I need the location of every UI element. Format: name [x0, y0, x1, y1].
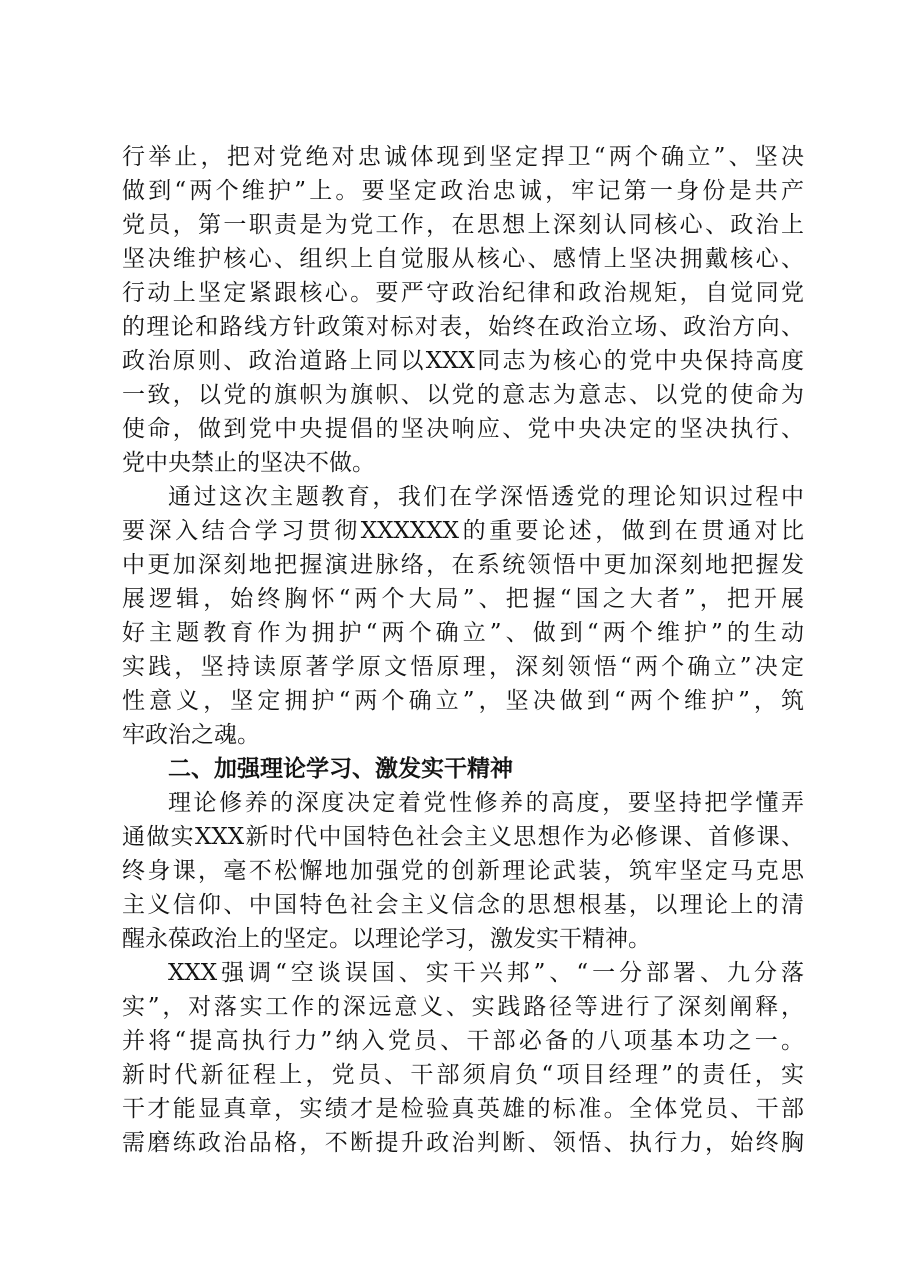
text-line: 使命，做到党中央提倡的坚决响应、党中央决定的坚决执行、 — [122, 416, 804, 442]
text-line: 新时代新征程上，党员、干部须肩负“项目经理”的责任，实 — [122, 1062, 804, 1088]
text-line: 通做实XXX新时代中国特色社会主义思想作为必修课、首修课、 — [122, 824, 804, 850]
text-line: XXX强调“空谈误国、实干兴邦”、“一分部署、九分落 — [168, 960, 804, 986]
text-line: 需磨练政治品格，不断提升政治判断、领悟、执行力，始终胸 — [122, 1130, 804, 1156]
text-line: 牢政治之魂。 — [122, 722, 260, 748]
text-line: 实”，对落实工作的深远意义、实践路径等进行了深刻阐释， — [122, 994, 804, 1020]
text-line: 醒永葆政治上的坚定。以理论学习，激发实干精神。 — [122, 926, 651, 952]
text-line: 性意义，坚定拥护“两个确立”，坚决做到“两个维护”，筑 — [122, 688, 804, 714]
text-line: 实践，坚持读原著学原文悟原理，深刻领悟“两个确立”决定 — [122, 654, 804, 680]
text-line: 行动上坚定紧跟核心。要严守政治纪律和政治规矩，自觉同党 — [122, 280, 804, 306]
text-line: 展逻辑，始终胸怀“两个大局”、把握“国之大者”，把开展 — [122, 586, 804, 612]
text-line: 通过这次主题教育，我们在学深悟透党的理论知识过程中 — [168, 484, 804, 510]
text-line: 做到“两个维护”上。要坚定政治忠诚，牢记第一身份是共产 — [122, 178, 804, 204]
text-line: 终身课，毫不松懈地加强党的创新理论武装，筑牢坚定马克思 — [122, 858, 804, 884]
text-line: 要深入结合学习贯彻XXXXXX的重要论述，做到在贯通对比 — [122, 518, 804, 544]
text-line: 坚决维护核心、组织上自觉服从核心、感情上坚决拥戴核心、 — [122, 246, 804, 272]
text-line: 一致，以党的旗帜为旗帜、以党的意志为意志、以党的使命为 — [122, 382, 804, 408]
text-line: 党中央禁止的坚决不做。 — [122, 450, 375, 476]
text-line: 理论修养的深度决定着党性修养的高度，要坚持把学懂弄 — [168, 790, 804, 816]
document-body — [122, 140, 804, 1160]
text-line: 干才能显真章，实绩才是检验真英雄的标准。全体党员、干部 — [122, 1096, 804, 1122]
text-line: 政治原则、政治道路上同以XXX同志为核心的党中央保持高度 — [122, 348, 804, 374]
text-line: 主义信仰、中国特色社会主义信念的思想根基，以理论上的清 — [122, 892, 804, 918]
text-line: 并将“提高执行力”纳入党员、干部必备的八项基本功之一。 — [122, 1028, 804, 1054]
text-line: 行举止，把对党绝对忠诚体现到坚定捍卫“两个确立”、坚决 — [122, 144, 804, 170]
text-line: 党员，第一职责是为党工作，在思想上深刻认同核心、政治上 — [122, 212, 804, 238]
section-heading: 二、加强理论学习、激发实干精神 — [168, 756, 513, 782]
text-line: 的理论和路线方针政策对标对表，始终在政治立场、政治方向、 — [122, 314, 804, 340]
text-line: 好主题教育作为拥护“两个确立”、做到“两个维护”的生动 — [122, 620, 804, 646]
text-line: 中更加深刻地把握演进脉络，在系统领悟中更加深刻地把握发 — [122, 552, 804, 578]
